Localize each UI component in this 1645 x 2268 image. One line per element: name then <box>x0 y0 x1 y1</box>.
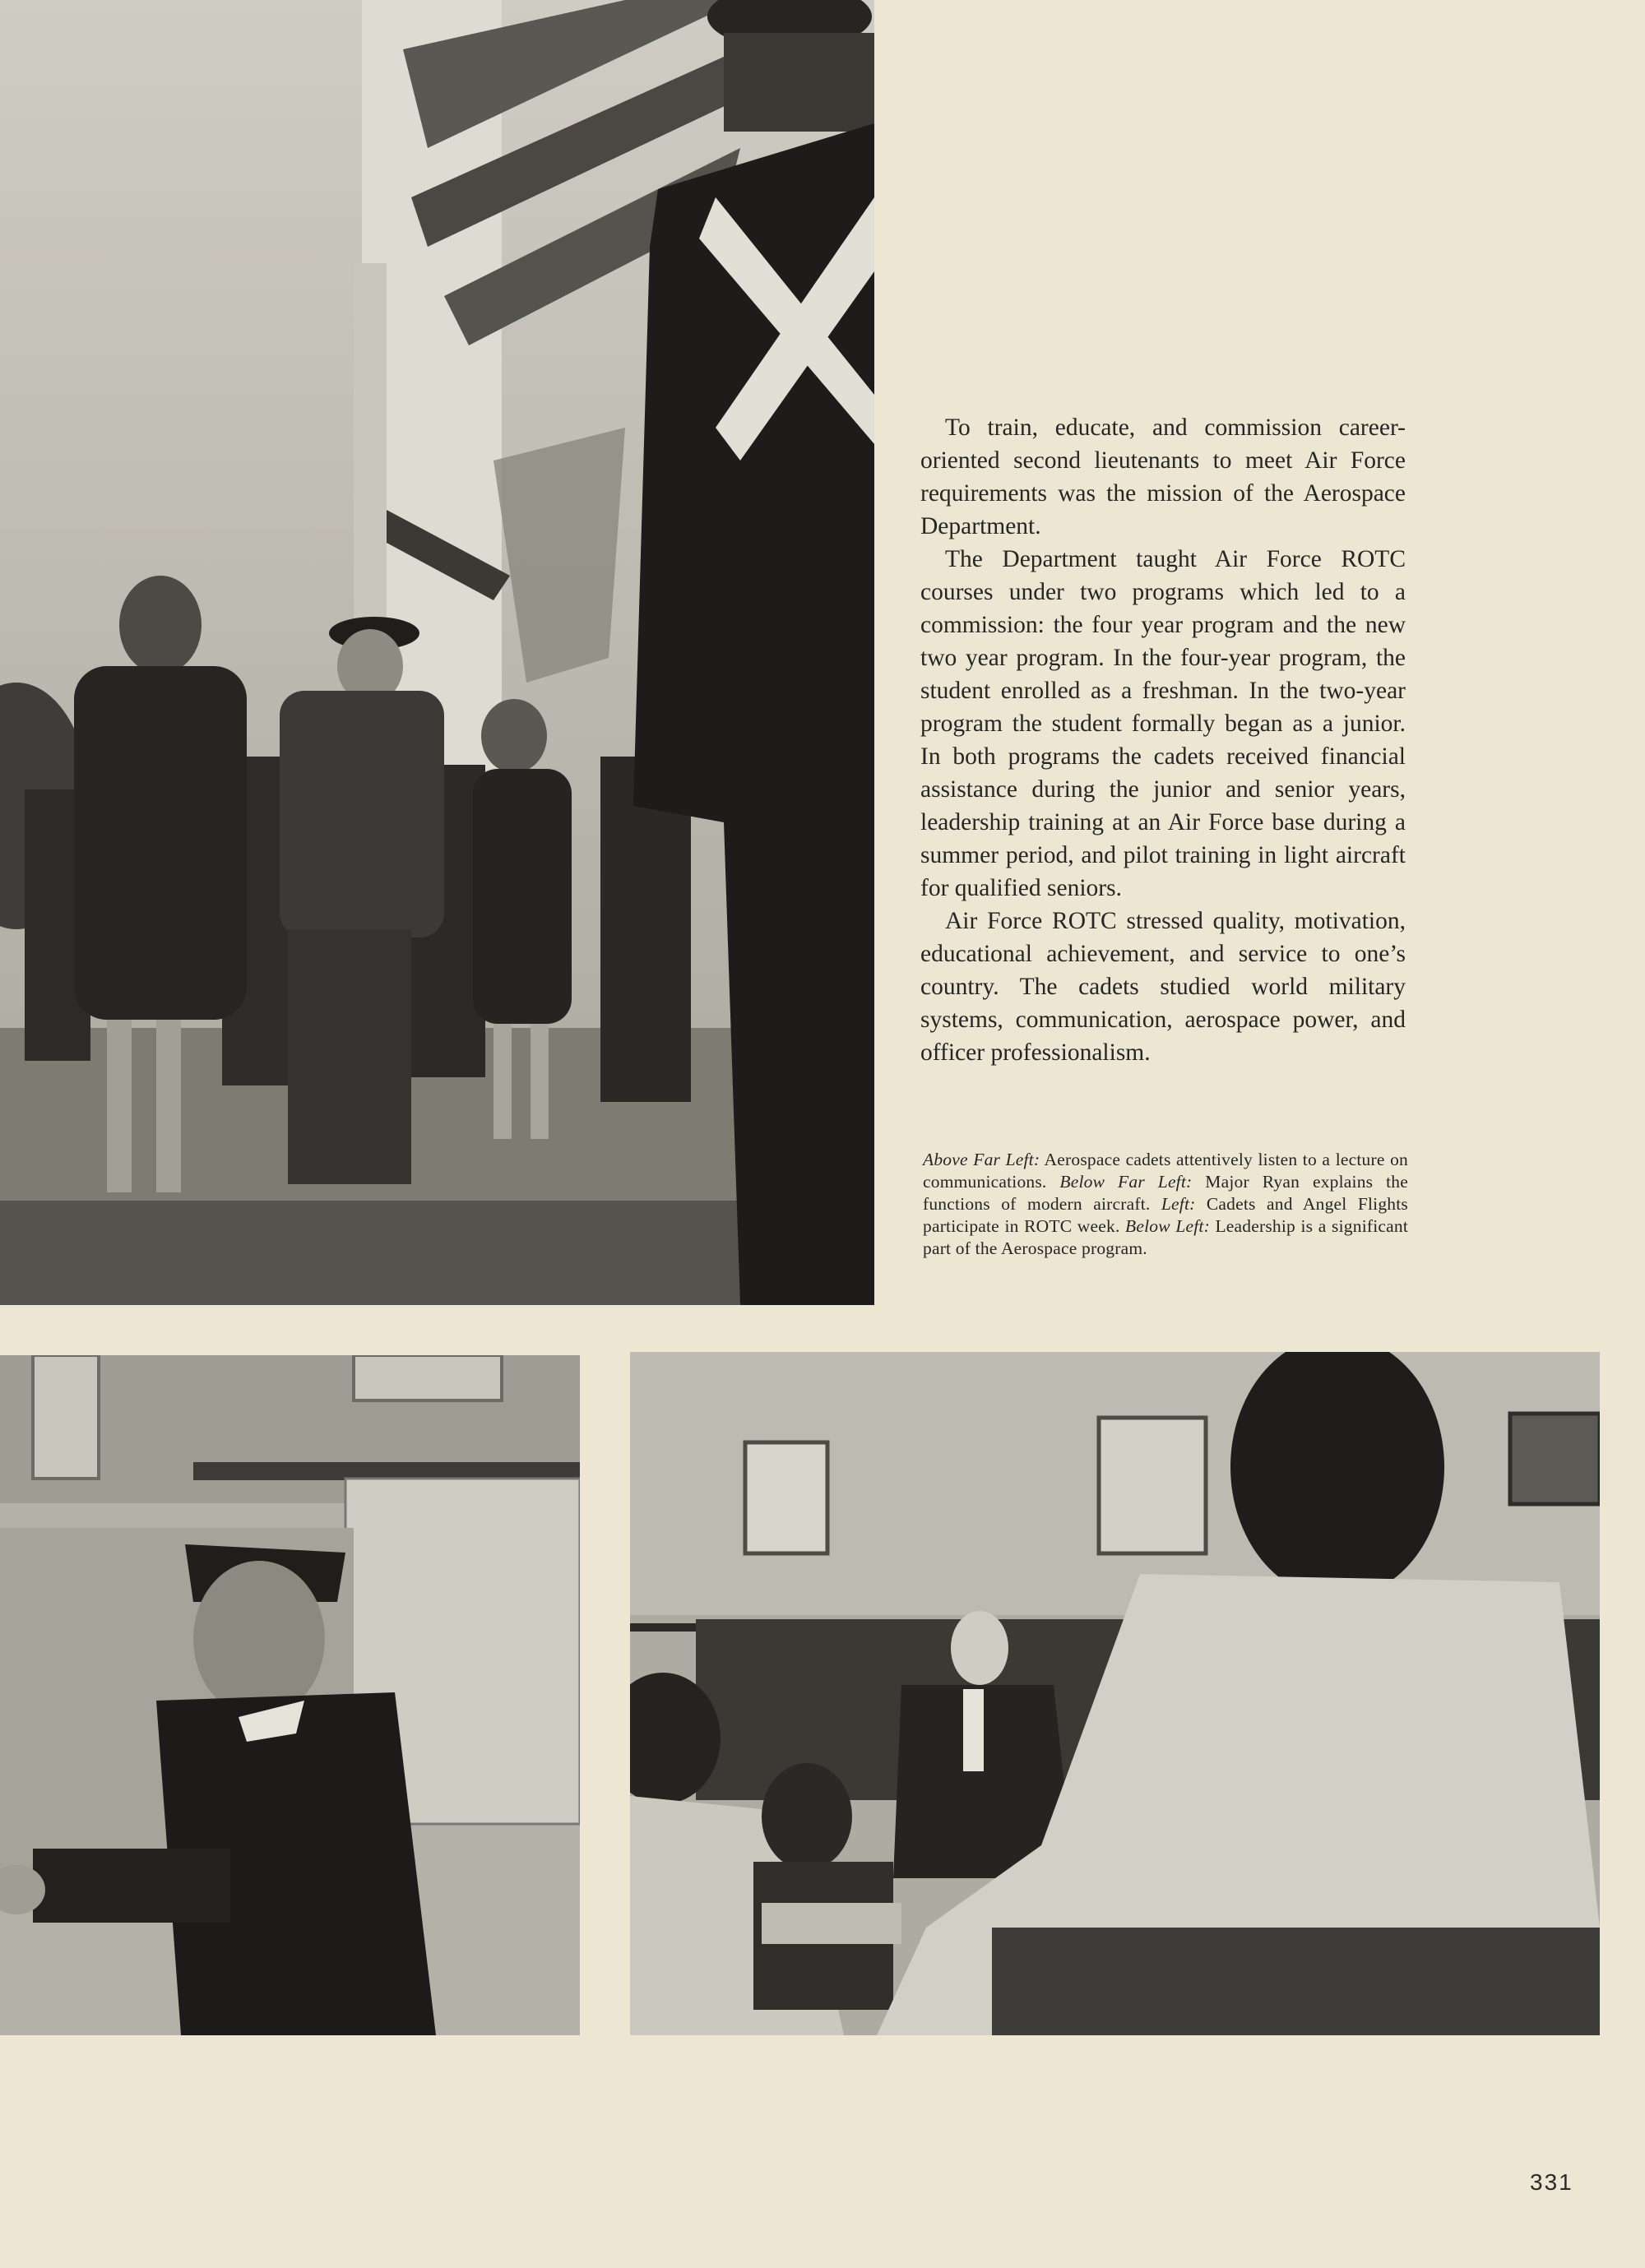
caption-text: Major Ryan explains the functions of modern aircraft. <box>923 1172 1408 1214</box>
leadership-cadet-photo <box>0 1355 580 2035</box>
caption-label: Left: <box>1161 1194 1196 1214</box>
article-body <box>920 411 1406 1069</box>
caption-label: Above Far Left: <box>923 1150 1040 1169</box>
rotc-week-photo <box>0 0 874 1305</box>
caption-text: Aerospace cadets attentively listen to a lecture on communications. <box>923 1150 1409 1192</box>
article-paragraph: The Department taught Air Force ROTC courses under two programs which led to a commission: the four year program and the new two year program. In the four-year program, the student enrolled as a freshman. In the two-year program the student formally began as a junior. In both programs the cadets received financial assistance during the junior and senior years, leadership training at an Air Force base during a summer period, and pilot training in light aircraft for qualified seniors. <box>920 546 1406 901</box>
page-number: 331 <box>1530 2169 1573 2195</box>
photo-caption <box>923 1149 1408 1260</box>
caption-label: Below Far Left: <box>1059 1172 1193 1192</box>
caption-text: Cadets and Angel Flights participate in ROTC week. <box>923 1194 1408 1236</box>
caption-label: Below Left: <box>1125 1216 1210 1236</box>
caption-text: Leadership is a significant part of the Aerospace program. <box>923 1216 1409 1258</box>
lecture-photo <box>630 1352 1600 2035</box>
article-paragraph: Air Force ROTC stressed quality, motivation, educational achievement, and service to one’s country. The cadets studied world military systems, communication, aerospace power, and officer professionalism. <box>920 908 1406 1066</box>
article-paragraph: To train, educate, and commission career-oriented second lieutenants to meet Air Force requirements was the mission of the Aerospace Department. <box>920 414 1406 539</box>
